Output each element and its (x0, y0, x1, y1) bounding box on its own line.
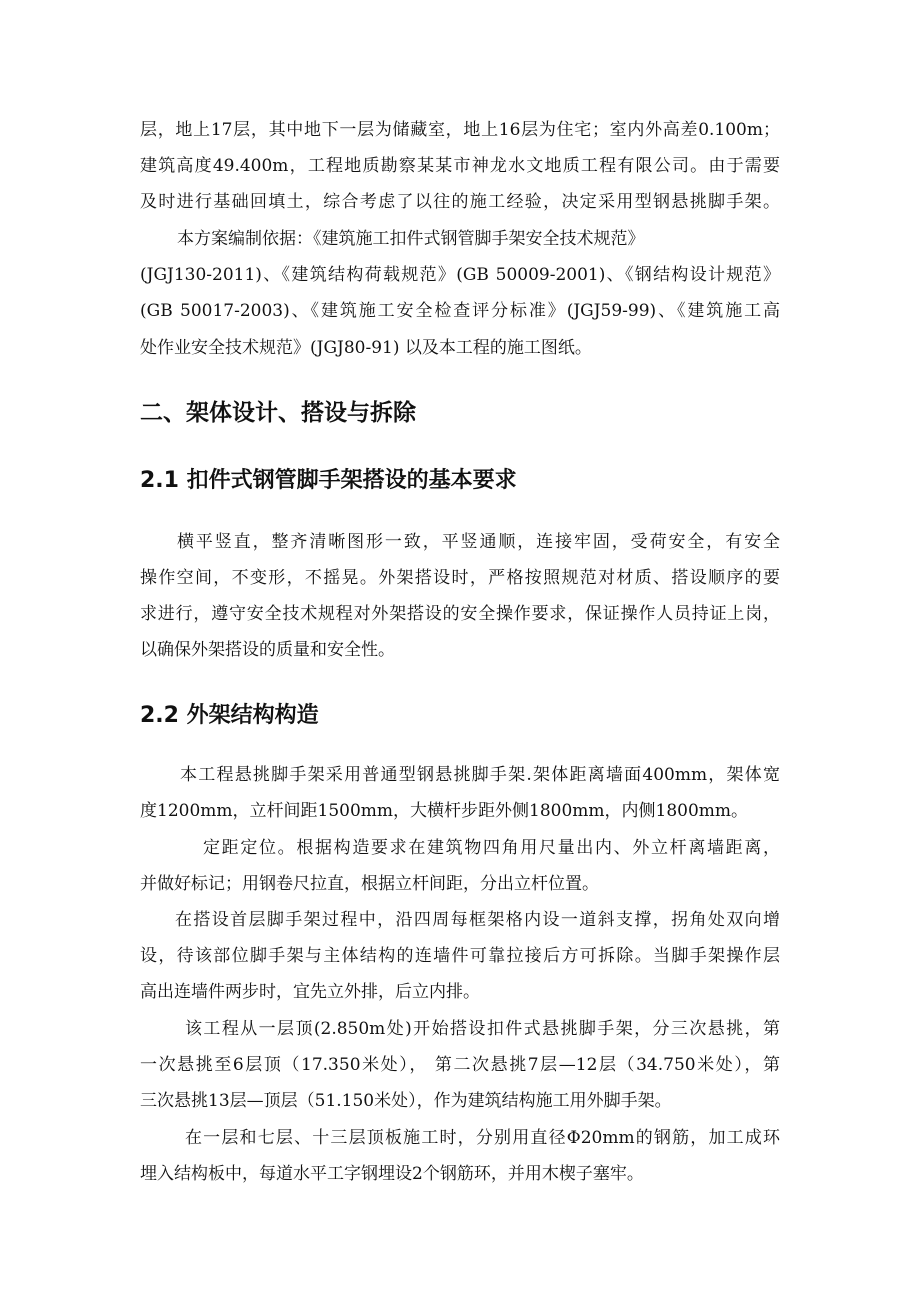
text-line: 高出连墙件两步时，宜先立外排，后立内排。 (140, 982, 480, 1002)
text-line: 度1200mm，立杆间距1500mm，大横杆步距外侧1800mm，内侧1800mm。 (140, 801, 749, 821)
text-line: 设，待该部位脚手架与主体结构的连墙件可靠拉接后方可拆除。当脚手架操作层 (140, 946, 780, 966)
text-line: 在搭设首层脚手架过程中，沿四周每框架格内设一道斜支撑，拐角处双向增 (175, 910, 780, 930)
text-line: 在一层和七层、十三层顶板施工时，分别用直径Φ20mm的钢筋，加工成环 (185, 1128, 780, 1148)
text-line: (JGJ130-2011)、《建筑结构荷载规范》(GB 50009-2001)、《钢结构设计规范》 (140, 265, 780, 285)
subsection-heading: 2.2 外架结构构造 (140, 703, 319, 728)
text-line: 本方案编制依据：《建筑施工扣件式钢管脚手架安全技术规范》 (177, 229, 645, 249)
text-line: 及时进行基础回填土，综合考虑了以往的施工经验，决定采用型钢悬挑脚手架。 (140, 192, 780, 212)
text-line: 求进行，遵守安全技术规程对外架搭设的安全操作要求，保证操作人员持证上岗， (140, 604, 780, 624)
text-line: 层，地上17层，其中地下一层为储藏室，地上16层为住宅；室内外高差0.100m； (140, 120, 780, 140)
text-line: 定距定位。根据构造要求在建筑物四角用尺量出内、外立杆离墙距离， (203, 838, 780, 858)
text-line: 三次悬挑13层—顶层（51.150米处），作为建筑结构施工用外脚手架。 (140, 1091, 672, 1111)
text-line: 处作业安全技术规范》(JGJ80-91) 以及本工程的施工图纸。 (140, 338, 592, 358)
text-line: 横平竖直，整齐清晰图形一致，平竖通顺，连接牢固，受荷安全，有安全 (177, 532, 780, 552)
text-line: 埋入结构板中，每道水平工字钢埋设2个钢筋环，并用木楔子塞牢。 (140, 1164, 644, 1184)
text-line: 该工程从一层顶(2.850m处)开始搭设扣件式悬挑脚手架，分三次悬挑，第 (185, 1019, 780, 1039)
text-line: 建筑高度49.400m，工程地质勘察某某市神龙水文地质工程有限公司。由于需要 (140, 156, 780, 176)
section-heading: 二、架体设计、搭设与拆除 (140, 400, 416, 426)
text-line: 以确保外架搭设的质量和安全性。 (140, 640, 395, 660)
text-line: 本工程悬挑脚手架采用普通型钢悬挑脚手架.架体距离墙面400mm，架体宽 (180, 765, 780, 785)
text-line: (GB 50017-2003)、《建筑施工安全检查评分标准》(JGJ59-99)、《建筑施工高 (140, 301, 780, 321)
text-line: 操作空间，不变形，不摇晃。外架搭设时，严格按照规范对材质、搭设顺序的要 (140, 568, 780, 588)
text-line: 一次悬挑至6层顶（17.350米处）， 第二次悬挑7层—12层（34.750米处），第 (140, 1055, 780, 1075)
text-line: 并做好标记；用钢卷尺拉直，根据立杆间距，分出立杆位置。 (140, 874, 599, 894)
subsection-heading: 2.1 扣件式钢管脚手架搭设的基本要求 (140, 468, 517, 493)
